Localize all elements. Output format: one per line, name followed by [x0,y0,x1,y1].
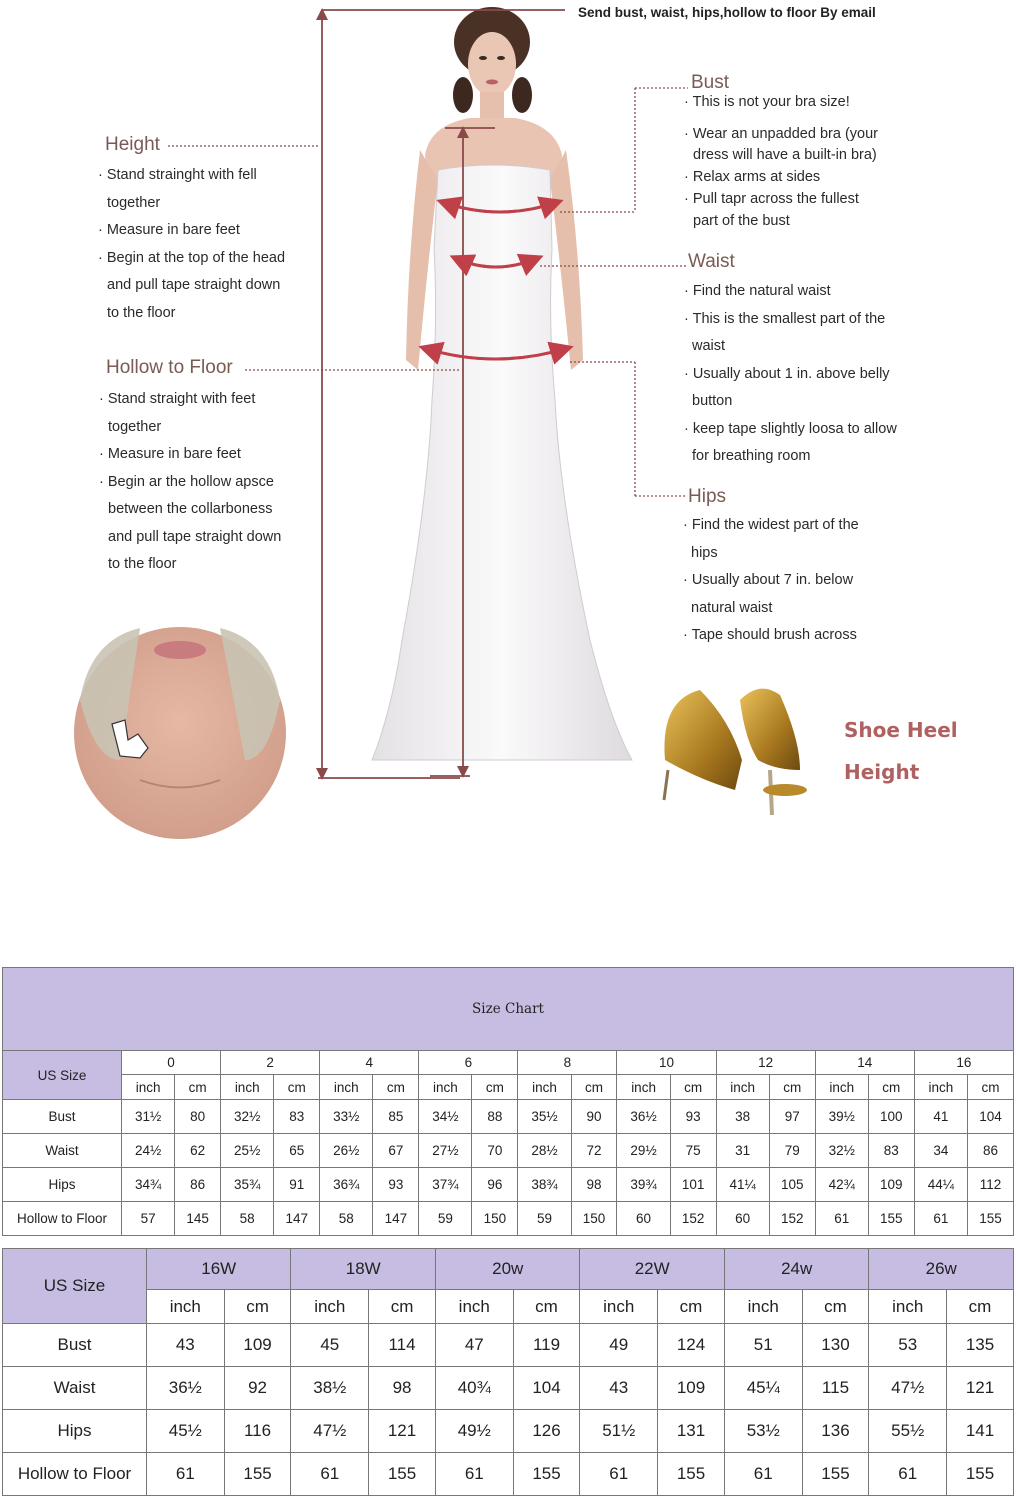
list-item: hips [691,544,718,561]
list-item: · Stand strainght with fell [98,167,257,183]
list-item: · Tape should brush across [683,627,857,643]
table-cell: 101 [670,1168,716,1202]
table-cell: 42¾ [815,1168,868,1202]
plus-size-chart-table [2,1248,1014,1496]
table-cell: 35½ [518,1100,571,1134]
unit-inch: inch [291,1290,369,1324]
table-cell: 126 [513,1410,580,1453]
height-heading: Height [105,134,160,155]
table-cell: 35¾ [221,1168,274,1202]
table-cell: 70 [472,1134,518,1168]
table-cell: 53½ [724,1410,802,1453]
size-header: 16 [914,1051,1013,1075]
table-cell: 152 [769,1202,815,1236]
list-item: · Pull tapr across the fullest [684,190,859,207]
table-cell: 61 [435,1453,513,1496]
table-cell: 115 [802,1367,869,1410]
list-item: waist [692,338,726,354]
table-cell: 41 [914,1100,967,1134]
table-cell: 26½ [320,1134,373,1168]
row-label: Waist [3,1367,147,1410]
table-cell: 32½ [815,1134,868,1168]
table-cell: 58 [221,1202,274,1236]
list-item: and pull tape straight down [108,528,282,545]
unit-cm: cm [670,1075,716,1100]
size-header: 18W [291,1249,435,1290]
list-item: · Stand straight with feet [99,391,256,407]
list-item: · Find the natural waist [684,283,831,299]
list-item: · Measure in bare feet [99,446,241,462]
list-item: part of the bust [693,212,790,229]
table-cell: 61 [815,1202,868,1236]
unit-cm: cm [769,1075,815,1100]
table-cell: 51 [724,1324,802,1367]
table-cell: 121 [947,1367,1014,1410]
table-cell: 155 [369,1453,436,1496]
table-cell: 49½ [435,1410,513,1453]
size-header: 4 [320,1051,419,1075]
table-row [3,1100,1014,1134]
unit-cm: cm [274,1075,320,1100]
unit-inch: inch [716,1075,769,1100]
list-item: for breathing room [692,448,811,464]
table-cell: 105 [769,1168,815,1202]
list-item: · Find the widest part of the [683,517,859,533]
table-cell: 141 [947,1410,1014,1453]
table-cell: 79 [769,1134,815,1168]
table-cell: 109 [658,1367,725,1410]
shoe-height-label: Height [844,760,920,784]
table-cell: 43 [147,1324,225,1367]
table-cell: 60 [617,1202,670,1236]
unit-inch: inch [122,1075,175,1100]
list-item: · This is not your bra size! [684,94,850,110]
table-cell: 104 [967,1100,1013,1134]
table-cell: 98 [571,1168,617,1202]
list-item: natural waist [691,599,773,616]
table-cell: 96 [472,1168,518,1202]
model-figure [372,7,632,760]
table-cell: 109 [868,1168,914,1202]
table-row [3,1324,1014,1367]
table-cell: 116 [224,1410,291,1453]
table-cell: 104 [513,1367,580,1410]
list-item: to the floor [107,304,176,321]
unit-cm: cm [967,1075,1013,1100]
list-item: and pull tape straight down [107,277,281,293]
unit-inch: inch [869,1290,947,1324]
table-cell: 25½ [221,1134,274,1168]
table-cell: 83 [868,1134,914,1168]
table-cell: 93 [670,1100,716,1134]
table-cell: 90 [571,1100,617,1134]
table-cell: 34½ [419,1100,472,1134]
table-cell: 136 [802,1410,869,1453]
unit-cm: cm [802,1290,869,1324]
table-cell: 58 [320,1202,373,1236]
table-cell: 49 [580,1324,658,1367]
list-item: · Wear an unpadded bra (your [684,125,878,142]
unit-inch: inch [320,1075,373,1100]
list-item: together [108,418,162,435]
row-label: Hips [3,1410,147,1453]
table-cell: 33½ [320,1100,373,1134]
table-cell: 75 [670,1134,716,1168]
table-cell: 98 [369,1367,436,1410]
table-cell: 155 [947,1453,1014,1496]
table-cell: 109 [224,1324,291,1367]
table-cell: 59 [419,1202,472,1236]
size-header: 22W [580,1249,724,1290]
bust-instructions [684,89,878,233]
unit-inch: inch [221,1075,274,1100]
list-item: · Begin ar the hollow apsce [99,473,274,490]
size-header: 6 [419,1051,518,1075]
waist-instructions [684,278,897,471]
table-cell: 152 [670,1202,716,1236]
table-row [3,1410,1014,1453]
table-cell: 147 [373,1202,419,1236]
table-cell: 36½ [147,1367,225,1410]
table-cell: 32½ [221,1100,274,1134]
table-cell: 121 [369,1410,436,1453]
list-item: together [107,194,161,211]
size-header: 2 [221,1051,320,1075]
table-cell: 72 [571,1134,617,1168]
size-header: 10 [617,1051,716,1075]
table-cell: 85 [373,1100,419,1134]
row-label: Hollow to Floor [3,1202,122,1236]
table-cell: 91 [274,1168,320,1202]
unit-inch: inch [419,1075,472,1100]
table-cell: 36½ [617,1100,670,1134]
list-item: button [692,393,733,409]
table-cell: 135 [947,1324,1014,1367]
table-cell: 38 [716,1100,769,1134]
table-cell: 39½ [815,1100,868,1134]
unit-row [3,1075,1014,1100]
list-item: · This is the smallest part of the [684,310,886,327]
size-chart-title: Size Chart [3,968,1014,1051]
list-item: to the floor [108,556,177,572]
table-cell: 47 [435,1324,513,1367]
unit-inch: inch [435,1290,513,1324]
table-cell: 155 [868,1202,914,1236]
table-cell: 36¾ [320,1168,373,1202]
table-cell: 34¾ [122,1168,175,1202]
table-cell: 114 [369,1324,436,1367]
table-row [3,1453,1014,1496]
table-cell: 29½ [617,1134,670,1168]
shoe-heel-label: Shoe Heel [844,718,958,742]
table-cell: 40¾ [435,1367,513,1410]
list-item: · keep tape slightly loosa to allow [684,420,897,437]
table-cell: 55½ [869,1410,947,1453]
table-cell: 57 [122,1202,175,1236]
table-cell: 60 [716,1202,769,1236]
unit-inch: inch [518,1075,571,1100]
list-item: dress will have a built-in bra) [693,146,877,163]
unit-cm: cm [947,1290,1014,1324]
list-item: · Relax arms at sides [684,168,821,185]
table-cell: 61 [724,1453,802,1496]
unit-cm: cm [658,1290,725,1324]
table-cell: 150 [472,1202,518,1236]
table-cell: 53 [869,1324,947,1367]
table-cell: 47½ [291,1410,369,1453]
table-cell: 80 [175,1100,221,1134]
table-cell: 59 [518,1202,571,1236]
table-cell: 65 [274,1134,320,1168]
table-cell: 97 [769,1100,815,1134]
table-cell: 47½ [869,1367,947,1410]
table-cell: 31 [716,1134,769,1168]
table-cell: 93 [373,1168,419,1202]
size-header: 24w [724,1249,868,1290]
size-chart-body [3,1100,1014,1236]
plus-size-chart-body [3,1324,1014,1496]
table-cell: 45 [291,1324,369,1367]
table-cell: 45¼ [724,1367,802,1410]
table-cell: 86 [175,1168,221,1202]
table-cell: 45½ [147,1410,225,1453]
row-label: Hollow to Floor [3,1453,147,1496]
row-label: Bust [3,1100,122,1134]
table-cell: 61 [869,1453,947,1496]
table-cell: 155 [967,1202,1013,1236]
list-item: · Usually about 1 in. above belly [684,365,890,382]
table-cell: 43 [580,1367,658,1410]
table-cell: 61 [914,1202,967,1236]
table-cell: 86 [967,1134,1013,1168]
table-cell: 51½ [580,1410,658,1453]
table-cell: 37¾ [419,1168,472,1202]
shoe-photo [653,673,837,857]
table-cell: 155 [658,1453,725,1496]
hips-instructions [683,512,859,650]
hollow-heading: Hollow to Floor [106,357,233,378]
row-label: Bust [3,1324,147,1367]
unit-inch: inch [815,1075,868,1100]
unit-inch: inch [914,1075,967,1100]
table-cell: 44¼ [914,1168,967,1202]
unit-cm: cm [373,1075,419,1100]
table-cell: 38½ [291,1367,369,1410]
size-header: 20w [435,1249,579,1290]
table-cell: 155 [513,1453,580,1496]
list-item: · Measure in bare feet [98,222,240,238]
table-cell: 28½ [518,1134,571,1168]
table-cell: 119 [513,1324,580,1367]
size-chart-table [2,967,1014,1236]
table-cell: 31½ [122,1100,175,1134]
table-cell: 145 [175,1202,221,1236]
size-header: 26w [869,1249,1014,1290]
table-cell: 131 [658,1410,725,1453]
table-row [3,1202,1014,1236]
size-header: 14 [815,1051,914,1075]
size-header: 12 [716,1051,815,1075]
table-row [3,1134,1014,1168]
hips-heading: Hips [688,486,727,507]
table-cell: 38¾ [518,1168,571,1202]
unit-cm: cm [571,1075,617,1100]
unit-cm: cm [369,1290,436,1324]
table-cell: 124 [658,1324,725,1367]
bust-heading: Bust [691,72,730,93]
table-cell: 61 [147,1453,225,1496]
hollow-instructions [99,386,281,579]
table-cell: 61 [580,1453,658,1496]
table-cell: 155 [802,1453,869,1496]
unit-cm: cm [868,1075,914,1100]
table-cell: 130 [802,1324,869,1367]
waist-heading: Waist [688,251,735,272]
table-cell: 155 [224,1453,291,1496]
row-label: Waist [3,1134,122,1168]
table-cell: 34 [914,1134,967,1168]
unit-cm: cm [224,1290,291,1324]
list-item: between the collarboness [108,501,273,517]
unit-row [3,1290,1014,1324]
table-cell: 147 [274,1202,320,1236]
height-instructions [98,162,285,327]
table-cell: 41¼ [716,1168,769,1202]
unit-inch: inch [147,1290,225,1324]
table-cell: 112 [967,1168,1013,1202]
table-row [3,1168,1014,1202]
list-item: · Begin at the top of the head [98,249,286,266]
table-cell: 39¾ [617,1168,670,1202]
list-item: · Usually about 7 in. below [683,572,854,588]
table-cell: 61 [291,1453,369,1496]
table-cell: 62 [175,1134,221,1168]
hollow-closeup-photo [74,627,286,839]
table-cell: 150 [571,1202,617,1236]
instruction-text: Send bust, waist, hips,hollow to floor By email [578,5,876,20]
unit-cm: cm [175,1075,221,1100]
size-header: 16W [147,1249,291,1290]
table-cell: 27½ [419,1134,472,1168]
table-cell: 83 [274,1100,320,1134]
row-label: Hips [3,1168,122,1202]
unit-cm: cm [513,1290,580,1324]
size-header: 0 [122,1051,221,1075]
table-row [3,1367,1014,1410]
us-size-header: US Size [3,1249,147,1324]
table-cell: 67 [373,1134,419,1168]
table-cell: 100 [868,1100,914,1134]
unit-inch: inch [724,1290,802,1324]
unit-inch: inch [580,1290,658,1324]
size-header: 8 [518,1051,617,1075]
unit-cm: cm [472,1075,518,1100]
us-size-header: US Size [3,1051,122,1100]
unit-inch: inch [617,1075,670,1100]
table-cell: 88 [472,1100,518,1134]
table-cell: 24½ [122,1134,175,1168]
table-cell: 92 [224,1367,291,1410]
